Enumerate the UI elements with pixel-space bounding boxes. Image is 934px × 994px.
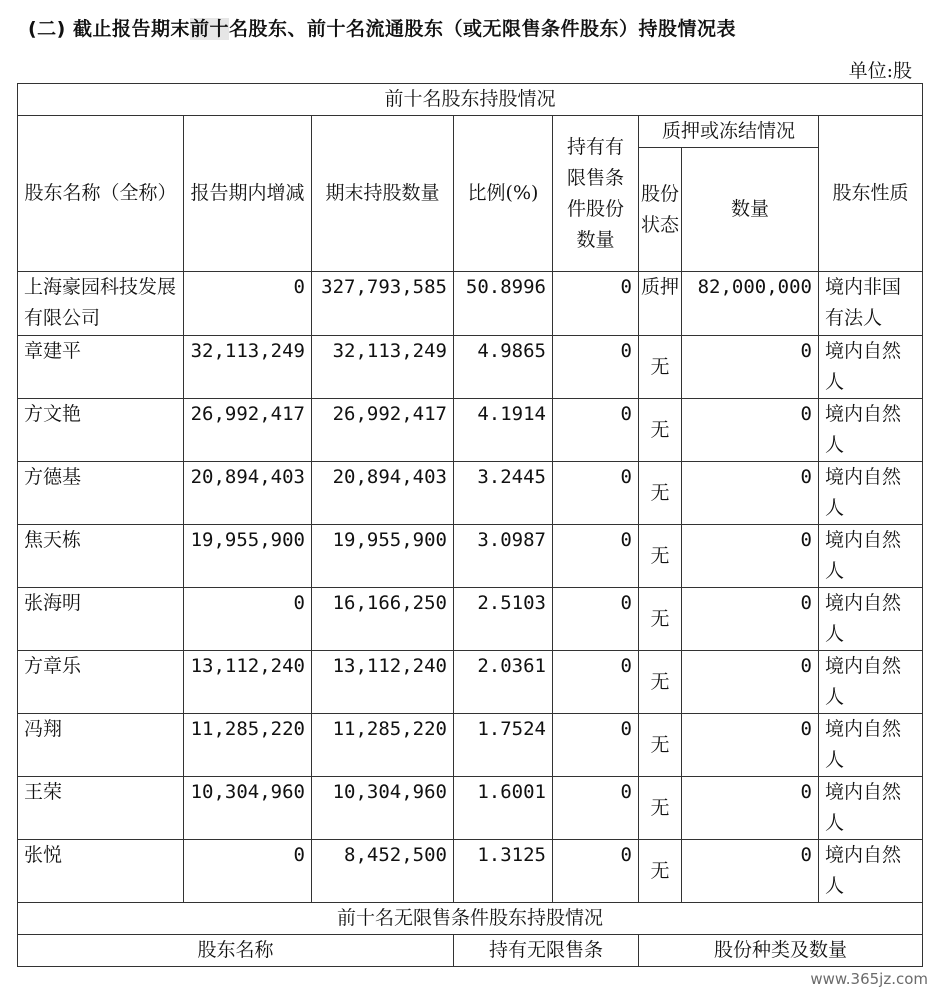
cell-ratio: 1.3125 [454, 840, 553, 903]
cell-shares: 8,452,500 [312, 840, 454, 903]
cell-pledge-status: 无 [639, 714, 682, 777]
header-nature: 股东性质 [819, 116, 923, 272]
cell-name: 方章乐 [18, 651, 184, 714]
cell-pledge-status: 无 [639, 462, 682, 525]
cell-nature: 境内自然人 [819, 336, 923, 399]
cell-shares: 327,793,585 [312, 272, 454, 336]
heading-suffix: 名股东、前十名流通股东（或无限售条件股东）持股情况表 [229, 18, 737, 40]
cell-pledge-status: 无 [639, 525, 682, 588]
cell-name: 焦天栋 [18, 525, 184, 588]
cell-change: 19,955,900 [184, 525, 312, 588]
section-heading [28, 14, 736, 41]
heading-prefix: (二) 截止报告期末 [28, 18, 190, 40]
cell-nature: 境内自然人 [819, 840, 923, 903]
cell-restricted: 0 [553, 336, 639, 399]
cell-nature: 境内非国有法人 [819, 272, 923, 336]
cell-restricted: 0 [553, 525, 639, 588]
header-shares: 期末持股数量 [312, 116, 454, 272]
cell-shares: 10,304,960 [312, 777, 454, 840]
cell-pledge-qty: 0 [682, 714, 819, 777]
cell-ratio: 4.9865 [454, 336, 553, 399]
cell-ratio: 1.7524 [454, 714, 553, 777]
cell-name: 王荣 [18, 777, 184, 840]
cell-pledge-qty: 0 [682, 840, 819, 903]
cell-name: 方文艳 [18, 399, 184, 462]
header-pledge-status: 股份状态 [639, 148, 682, 272]
table-row [18, 462, 923, 525]
cell-pledge-status: 无 [639, 651, 682, 714]
shareholder-table [17, 83, 923, 967]
cell-nature: 境内自然人 [819, 777, 923, 840]
table-row [18, 777, 923, 840]
cell-change: 26,992,417 [184, 399, 312, 462]
cell-restricted: 0 [553, 462, 639, 525]
cell-restricted: 0 [553, 777, 639, 840]
cell-change: 0 [184, 588, 312, 651]
cell-nature: 境内自然人 [819, 714, 923, 777]
table-row [18, 525, 923, 588]
cell-ratio: 3.2445 [454, 462, 553, 525]
header-name: 股东名称（全称） [18, 116, 184, 272]
cell-nature: 境内自然人 [819, 588, 923, 651]
section2-title: 前十名无限售条件股东持股情况 [18, 903, 923, 935]
heading-highlight: 前十 [189, 18, 229, 40]
cell-pledge-qty: 0 [682, 777, 819, 840]
cell-pledge-qty: 0 [682, 399, 819, 462]
cell-ratio: 2.5103 [454, 588, 553, 651]
header-ratio: 比例(%) [454, 116, 553, 272]
cell-pledge-qty: 0 [682, 336, 819, 399]
cell-pledge-qty: 0 [682, 462, 819, 525]
cell-nature: 境内自然人 [819, 525, 923, 588]
cell-pledge-qty: 0 [682, 651, 819, 714]
header-pledge-qty: 数量 [682, 148, 819, 272]
cell-pledge-status: 无 [639, 777, 682, 840]
table-row [18, 336, 923, 399]
cell-name: 张海明 [18, 588, 184, 651]
section2-header-kind: 股份种类及数量 [639, 935, 923, 967]
cell-nature: 境内自然人 [819, 651, 923, 714]
cell-change: 13,112,240 [184, 651, 312, 714]
cell-pledge-status: 无 [639, 336, 682, 399]
cell-shares: 19,955,900 [312, 525, 454, 588]
cell-ratio: 2.0361 [454, 651, 553, 714]
cell-pledge-status: 无 [639, 399, 682, 462]
section1-title: 前十名股东持股情况 [18, 84, 923, 116]
cell-pledge-qty: 82,000,000 [682, 272, 819, 336]
cell-name: 张悦 [18, 840, 184, 903]
table-row [18, 714, 923, 777]
cell-name: 冯翔 [18, 714, 184, 777]
table-row [18, 272, 923, 336]
cell-change: 10,304,960 [184, 777, 312, 840]
cell-change: 0 [184, 840, 312, 903]
section2-header-name: 股东名称 [18, 935, 454, 967]
section2-header-held: 持有无限售条 [454, 935, 639, 967]
cell-shares: 26,992,417 [312, 399, 454, 462]
cell-ratio: 3.0987 [454, 525, 553, 588]
cell-pledge-status: 无 [639, 840, 682, 903]
cell-shares: 16,166,250 [312, 588, 454, 651]
cell-change: 20,894,403 [184, 462, 312, 525]
cell-ratio: 4.1914 [454, 399, 553, 462]
cell-change: 32,113,249 [184, 336, 312, 399]
cell-shares: 11,285,220 [312, 714, 454, 777]
cell-pledge-qty: 0 [682, 588, 819, 651]
header-change: 报告期内增减 [184, 116, 312, 272]
table-row [18, 399, 923, 462]
cell-nature: 境内自然人 [819, 462, 923, 525]
watermark-text: www.365jz.com [810, 970, 928, 988]
header-restricted: 持有有限售条件股份数量 [553, 116, 639, 272]
cell-restricted: 0 [553, 272, 639, 336]
cell-restricted: 0 [553, 399, 639, 462]
cell-name: 方德基 [18, 462, 184, 525]
cell-ratio: 50.8996 [454, 272, 553, 336]
table-row [18, 588, 923, 651]
cell-change: 11,285,220 [184, 714, 312, 777]
cell-shares: 13,112,240 [312, 651, 454, 714]
cell-ratio: 1.6001 [454, 777, 553, 840]
cell-restricted: 0 [553, 588, 639, 651]
table-row [18, 840, 923, 903]
cell-change: 0 [184, 272, 312, 336]
cell-pledge-status: 质押 [639, 272, 682, 336]
cell-restricted: 0 [553, 840, 639, 903]
cell-restricted: 0 [553, 651, 639, 714]
table-row [18, 651, 923, 714]
cell-pledge-status: 无 [639, 588, 682, 651]
cell-restricted: 0 [553, 714, 639, 777]
cell-pledge-qty: 0 [682, 525, 819, 588]
unit-label: 单位:股 [848, 60, 912, 82]
cell-nature: 境内自然人 [819, 399, 923, 462]
header-pledge-group: 质押或冻结情况 [639, 116, 819, 148]
cell-name: 章建平 [18, 336, 184, 399]
cell-name: 上海豪园科技发展有限公司 [18, 272, 184, 336]
cell-shares: 32,113,249 [312, 336, 454, 399]
cell-shares: 20,894,403 [312, 462, 454, 525]
